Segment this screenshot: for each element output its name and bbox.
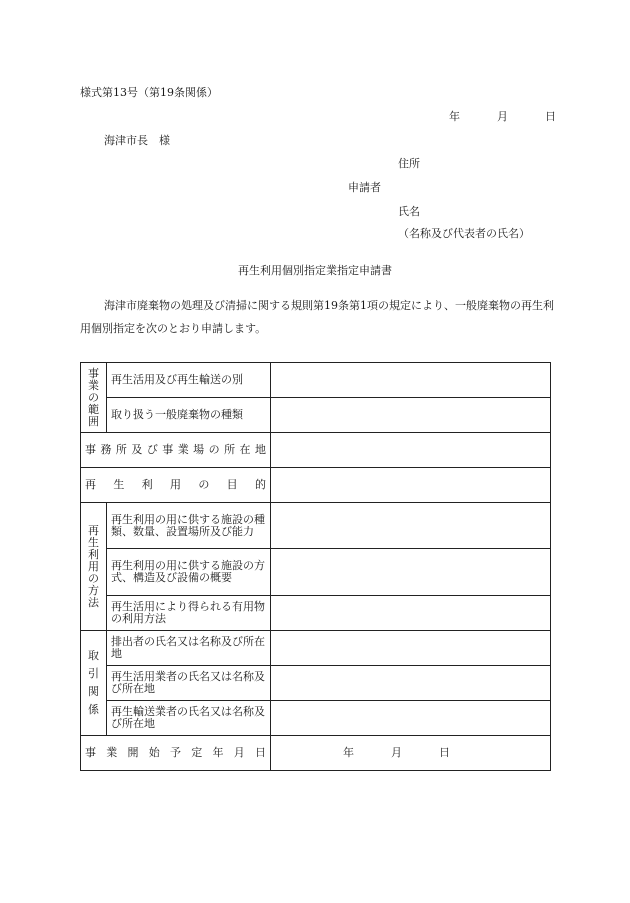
table-row	[81, 736, 551, 771]
label-char: 開	[127, 746, 139, 759]
label-char: 事	[85, 746, 96, 759]
table-row	[81, 468, 551, 503]
table-row	[81, 701, 551, 736]
label-char: 業	[106, 746, 118, 759]
table-row	[81, 433, 551, 468]
vertical-char: 事	[88, 366, 99, 380]
label-char: 地	[254, 443, 266, 456]
vertical-char: 引	[88, 667, 99, 680]
trade-row-label: 再生輸送業者の氏名又は名称及び所在地	[107, 701, 271, 736]
vertical-char: 取	[88, 649, 99, 662]
location-label	[81, 433, 271, 468]
label-char: 目	[226, 478, 238, 491]
scope-row-value[interactable]	[271, 363, 551, 398]
label-char: 事	[162, 443, 174, 456]
vertical-char: 法	[88, 595, 99, 609]
table-row	[81, 398, 551, 433]
scope-label	[81, 363, 107, 433]
label-char: 予	[170, 746, 181, 759]
form-number: 様式第13号（第19条関係）	[80, 86, 218, 99]
table-row	[81, 596, 551, 631]
label-char: 用	[169, 478, 181, 491]
name-label: 氏名	[398, 205, 420, 218]
name-note: （名称及び代表者の氏名）	[398, 227, 530, 240]
table-row	[81, 631, 551, 666]
vertical-char: 関	[88, 685, 99, 698]
address-label: 住所	[398, 157, 420, 170]
scope-row-label: 取り扱う一般廃棄物の種類	[107, 398, 271, 433]
scope-row-label: 再生活用及び再生輸送の別	[107, 363, 271, 398]
location-value[interactable]	[271, 433, 551, 468]
method-row-label: 再生利用の用に供する施設の種類、数量、設置場所及び能力	[107, 503, 271, 549]
label-char: の	[208, 443, 220, 456]
purpose-value[interactable]	[271, 468, 551, 503]
vertical-char: 再	[88, 523, 99, 537]
label-char: 事	[85, 443, 96, 456]
method-label	[81, 503, 107, 631]
table-row	[81, 503, 551, 549]
label-char: び	[146, 443, 158, 456]
addressee: 海津市長 様	[104, 134, 170, 147]
label-char: 所	[115, 443, 127, 456]
label-char: 年	[212, 746, 224, 759]
label-char: 月	[233, 746, 245, 759]
vertical-char: 利	[88, 547, 99, 561]
label-char: 在	[239, 443, 251, 456]
date-line	[449, 108, 556, 124]
label-char: 場	[193, 443, 205, 456]
applicant-label: 申請者	[348, 181, 381, 194]
vertical-char: 囲	[88, 414, 99, 428]
date-year: 年	[449, 110, 460, 123]
scope-row-value[interactable]	[271, 398, 551, 433]
label-char: 利	[141, 478, 153, 491]
application-table	[80, 362, 551, 771]
vertical-char: 方	[88, 583, 99, 597]
document-title: 再生利用個別指定業指定申請書	[238, 264, 392, 277]
trade-row-value[interactable]	[271, 701, 551, 736]
start-date-label	[81, 736, 271, 771]
vertical-char: 業	[88, 378, 99, 392]
label-char: 日	[255, 746, 266, 759]
table-row	[81, 666, 551, 701]
method-row-label: 再生活用により得られる有用物の利用方法	[107, 596, 271, 631]
vertical-char: 範	[88, 402, 99, 416]
table-row	[81, 363, 551, 398]
method-row-label: 再生利用の用に供する施設の方式、構造及び設備の概要	[107, 549, 271, 596]
purpose-label	[81, 468, 271, 503]
start-date-day: 日	[439, 746, 450, 759]
label-char: の	[198, 478, 210, 491]
label-char: 定	[191, 746, 203, 759]
method-row-value[interactable]	[271, 549, 551, 596]
table-row	[81, 549, 551, 596]
start-date-year: 年	[343, 746, 354, 759]
label-char: 始	[148, 746, 160, 759]
label-char: 業	[177, 443, 189, 456]
vertical-char: の	[88, 390, 99, 404]
vertical-char: 用	[88, 559, 99, 573]
vertical-char: の	[88, 571, 99, 585]
label-char: 的	[254, 478, 266, 491]
method-row-value[interactable]	[271, 596, 551, 631]
trade-label	[81, 631, 107, 736]
body-text: 海津市廃棄物の処理及び清掃に関する規則第19条第1項の規定により、一般廃棄物の再生利用個別指定を次のとおり申請します。	[80, 299, 554, 335]
trade-row-label: 排出者の氏名又は名称及び所在地	[107, 631, 271, 666]
label-char: 再	[85, 478, 96, 491]
label-char: 所	[224, 443, 236, 456]
trade-row-value[interactable]	[271, 631, 551, 666]
label-char: 務	[100, 443, 112, 456]
trade-row-label: 再生活用業者の氏名又は名称及び所在地	[107, 666, 271, 701]
label-char: 生	[113, 478, 125, 491]
start-date-value[interactable]	[271, 736, 551, 771]
start-date-month: 月	[391, 746, 402, 759]
vertical-char: 生	[88, 535, 99, 549]
date-month: 月	[497, 110, 508, 123]
method-row-value[interactable]	[271, 503, 551, 549]
date-day: 日	[545, 110, 556, 123]
label-char: 及	[131, 443, 143, 456]
trade-row-value[interactable]	[271, 666, 551, 701]
vertical-char: 係	[88, 703, 99, 716]
